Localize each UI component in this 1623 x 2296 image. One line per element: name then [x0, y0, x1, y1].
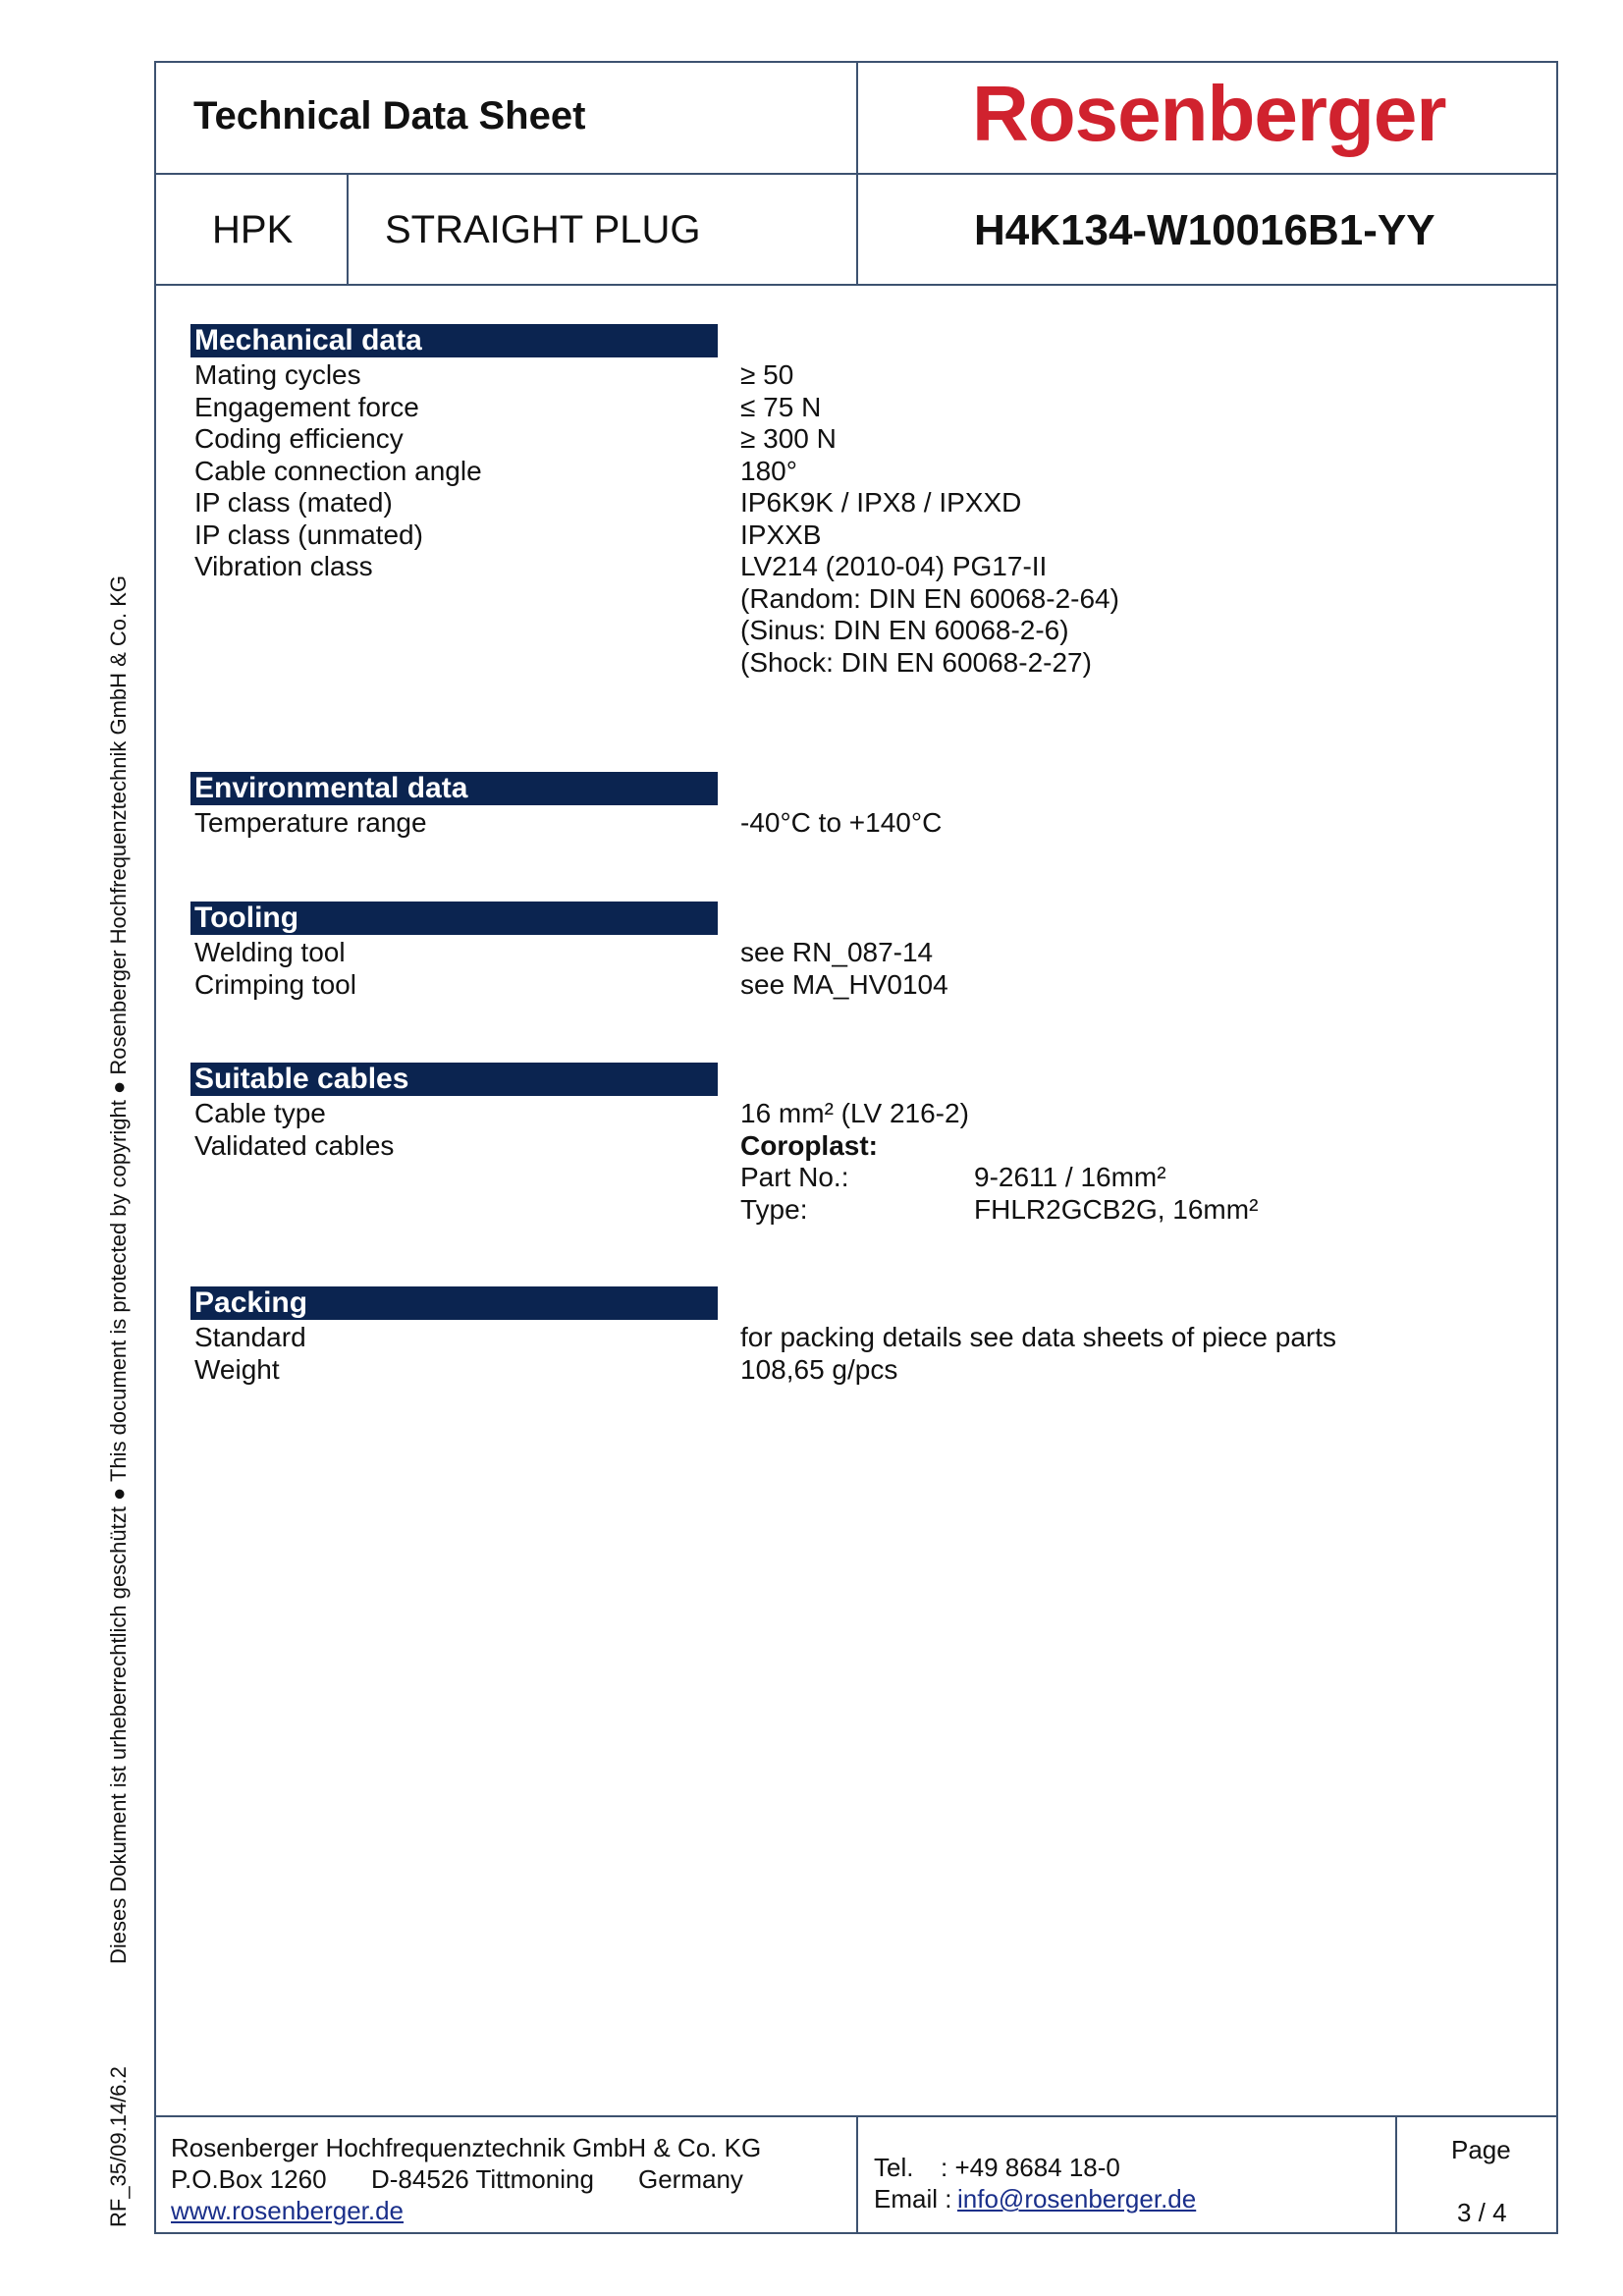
mechanical-extra-row: [194, 615, 1119, 647]
row-label: Engagement force: [194, 391, 419, 422]
part-number: H4K134-W10016B1-YY: [974, 206, 1435, 254]
cables-detail-row: [194, 1194, 1258, 1227]
page-label: Page: [1451, 2135, 1511, 2164]
row-value: ≤ 75 N: [740, 391, 822, 422]
page-number: 3 / 4: [1457, 2198, 1507, 2227]
cables-row: [194, 1130, 1258, 1163]
row-value: IP6K9K / IPX8 / IPXXD: [740, 487, 1022, 518]
tooling-row: [194, 969, 948, 1002]
row-value: ≥ 50: [740, 359, 794, 390]
mechanical-section-title: Mechanical data: [190, 324, 718, 357]
row-value: see RN_087-14: [740, 937, 934, 967]
row-value: 180°: [740, 455, 797, 486]
row-value: -40°C to +140°C: [740, 807, 943, 838]
row-label: IP class (mated): [194, 487, 393, 518]
row-value: 16 mm² (LV 216-2): [740, 1098, 969, 1128]
mechanical-row: [194, 423, 1119, 456]
row-label: Mating cycles: [194, 359, 361, 390]
packing-rows: [194, 1322, 1336, 1386]
detail-value: 9-2611 / 16mm²: [974, 1162, 1166, 1192]
mechanical-row: [194, 392, 1119, 424]
row-label: Cable connection angle: [194, 455, 482, 486]
footer-divider-2: [1395, 2115, 1397, 2234]
row-value: LV214 (2010-04) PG17-II: [740, 551, 1048, 581]
cables-section-title: Suitable cables: [190, 1063, 718, 1096]
environmental-rows: [194, 807, 942, 840]
document-code: RF_35/09.14/6.2: [106, 2066, 131, 2227]
row-label: Welding tool: [194, 937, 346, 967]
tel-label: Tel.: [874, 2153, 914, 2182]
product-category: HPK: [212, 208, 294, 251]
footer-country: Germany: [638, 2164, 743, 2194]
product-type: STRAIGHT PLUG: [385, 208, 701, 251]
mechanical-row: [194, 456, 1119, 488]
row-value: see MA_HV0104: [740, 968, 948, 1000]
tel-value: : +49 8684 18-0: [941, 2153, 1120, 2182]
footer-divider-1: [856, 2115, 858, 2234]
vibration-detail: (Shock: DIN EN 60068-2-27): [740, 646, 1092, 678]
tooling-row: [194, 937, 948, 969]
row-label: Crimping tool: [194, 968, 356, 1000]
row-label: IP class (unmated): [194, 519, 423, 550]
detail-key: Part No.:: [740, 1162, 849, 1192]
mechanical-rows: [194, 359, 1119, 679]
email-link[interactable]: info@rosenberger.de: [957, 2184, 1197, 2214]
packing-row: [194, 1354, 1336, 1387]
row-value: Coroplast:: [740, 1129, 878, 1161]
vibration-detail: (Random: DIN EN 60068-2-64): [740, 582, 1119, 614]
packing-section-title: Packing: [190, 1286, 718, 1320]
row-label: Standard: [194, 1322, 306, 1352]
footer-pobox: P.O.Box 1260: [171, 2164, 327, 2194]
mechanical-row: [194, 359, 1119, 392]
environmental-row: [194, 807, 942, 840]
copyright-notice: Dieses Dokument ist urheberrechtlich geschützt ● This document is protected by copyright ● Rosenberger Hochfrequenztechnik GmbH & Co. KG: [106, 574, 131, 1964]
mechanical-extra-row: [194, 583, 1119, 616]
email-label: Email :: [874, 2184, 952, 2214]
footer-company: Rosenberger Hochfrequenztechnik GmbH & Co. KG: [171, 2133, 762, 2162]
mechanical-row: [194, 551, 1119, 583]
row-label: Cable type: [194, 1098, 326, 1128]
row-value: IPXXB: [740, 519, 822, 550]
website-link[interactable]: www.rosenberger.de: [171, 2196, 405, 2225]
category-divider: [347, 173, 349, 286]
row-value: for packing details see data sheets of piece parts: [740, 1322, 1337, 1352]
document-title: Technical Data Sheet: [193, 94, 586, 137]
cables-detail-row: [194, 1162, 1258, 1194]
tooling-section-title: Tooling: [190, 902, 718, 935]
mechanical-row: [194, 519, 1119, 552]
mechanical-extra-row: [194, 647, 1119, 680]
brand-logo: Rosenberger: [972, 70, 1446, 157]
row-label: Temperature range: [194, 807, 427, 838]
row-value: ≥ 300 N: [740, 423, 837, 454]
vibration-detail: (Sinus: DIN EN 60068-2-6): [740, 615, 1069, 645]
tooling-rows: [194, 937, 948, 1001]
row-label: Validated cables: [194, 1129, 395, 1161]
mechanical-row: [194, 487, 1119, 519]
detail-key: Type:: [740, 1193, 808, 1225]
cables-row: [194, 1098, 1258, 1130]
row-label: Vibration class: [194, 551, 373, 581]
header-column-divider: [856, 61, 858, 286]
packing-row: [194, 1322, 1336, 1354]
row-label: Coding efficiency: [194, 423, 404, 454]
cables-rows: [194, 1098, 1258, 1226]
row-value: 108,65 g/pcs: [740, 1353, 898, 1385]
detail-value: FHLR2GCB2G, 16mm²: [974, 1193, 1259, 1225]
environmental-section-title: Environmental data: [190, 772, 718, 805]
footer-city: D-84526 Tittmoning: [371, 2164, 594, 2194]
row-label: Weight: [194, 1353, 280, 1385]
